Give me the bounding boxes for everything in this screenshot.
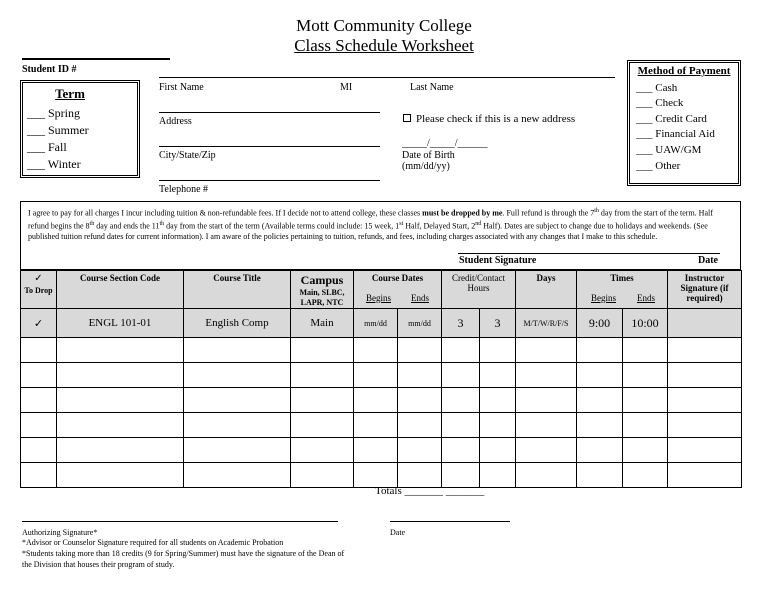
schedule-table [20,270,742,488]
cell[interactable] [398,438,442,463]
cell[interactable] [577,388,623,413]
cell[interactable] [442,438,480,463]
student-signature-label: Student Signature [459,255,537,266]
authorizing-signature-label: Authorizing Signature* [22,528,98,537]
cell[interactable] [516,463,577,488]
student-id-field[interactable] [22,58,170,60]
cell[interactable] [398,463,442,488]
cell[interactable] [480,413,516,438]
first-name-label: First Name [159,82,204,93]
probation-note: *Advisor or Counselor Signature required for all students on Academic Probation [22,538,284,547]
cell[interactable] [623,463,668,488]
table-row-empty [21,363,742,388]
form-title: Class Schedule Worksheet [294,36,474,55]
col-to-drop: ✓ To Drop [21,271,57,309]
row-days[interactable]: M/T/W/R/F/S [516,309,577,338]
dob-field[interactable]: _____/_____/______ [402,138,488,149]
cell[interactable] [291,363,354,388]
cell[interactable] [668,338,742,363]
col-times: Times Begins Ends [577,271,668,309]
cell[interactable] [480,463,516,488]
cell[interactable] [291,338,354,363]
cell[interactable] [291,463,354,488]
totals[interactable]: Totals _______ _______ [375,485,485,497]
cell[interactable] [480,363,516,388]
mi-label: MI [340,82,353,93]
cell[interactable] [184,338,291,363]
row-date-end[interactable]: mm/dd [398,309,442,338]
cell[interactable] [21,463,57,488]
cell[interactable] [21,438,57,463]
telephone-field-line[interactable] [159,180,380,181]
city-state-zip-field-line[interactable] [159,146,380,147]
table-row-empty [21,388,742,413]
cell[interactable] [623,338,668,363]
cell[interactable] [184,438,291,463]
row-contact[interactable]: 3 [480,309,516,338]
cell[interactable] [398,388,442,413]
cell[interactable] [516,338,577,363]
row-instructor[interactable] [668,309,742,338]
table-row-empty [21,413,742,438]
address-field-line[interactable] [159,112,380,113]
cell[interactable] [668,463,742,488]
telephone-label: Telephone # [159,184,209,195]
credits-note: *Students taking more than 18 credits (9 for Spring/Summer) must have the signature of the Dean of the Division that houses their program of study. [22,549,345,569]
cell[interactable] [623,388,668,413]
col-instructor-signature: Instructor Signature (if required) [668,271,742,309]
cell[interactable] [516,388,577,413]
row-section[interactable]: ENGL 101-01 [57,309,184,338]
cell[interactable] [354,438,398,463]
cell[interactable] [577,463,623,488]
cell[interactable] [623,363,668,388]
cell[interactable] [184,413,291,438]
payment-credit-card[interactable]: ___ Credit Card [636,113,707,125]
authorizing-date-label: Date [390,528,406,537]
cell[interactable] [480,338,516,363]
cell[interactable] [398,363,442,388]
cell[interactable] [442,413,480,438]
cell[interactable] [21,363,57,388]
table-row-empty [21,438,742,463]
last-name-label: Last Name [410,82,454,93]
student-signature-line[interactable] [458,253,720,254]
cell[interactable] [57,338,184,363]
col-course-dates: Course Dates Begins Ends [354,271,442,309]
col-course-section: Course Section Code [57,271,184,309]
cell[interactable] [577,438,623,463]
authorizing-signature-line[interactable] [22,521,338,522]
row-credit[interactable]: 3 [442,309,480,338]
cell[interactable] [442,463,480,488]
term-fall[interactable]: ___ Fall [27,140,67,154]
cell[interactable] [668,363,742,388]
new-address-checkbox[interactable] [403,114,411,122]
cell[interactable] [354,363,398,388]
cell[interactable] [442,363,480,388]
signature-date-label: Date [698,255,718,266]
row-time-end[interactable]: 10:00 [623,309,668,338]
cell[interactable] [354,338,398,363]
term-summer[interactable]: ___ Summer [27,123,89,137]
row-campus[interactable]: Main [291,309,354,338]
cell[interactable] [21,338,57,363]
cell[interactable] [480,388,516,413]
student-id-label: Student ID # [22,64,77,75]
cell[interactable] [291,388,354,413]
address-label: Address [159,116,192,127]
payment-cash[interactable]: ___ Cash [636,82,678,94]
cell[interactable] [291,438,354,463]
payment-uaw-gm[interactable]: ___ UAW/GM [636,144,702,156]
row-drop-check[interactable]: ✓ [21,309,57,338]
col-campus: Campus Main, SLBC, LAPR, NTC [291,271,354,309]
cell[interactable] [623,438,668,463]
cell[interactable] [57,463,184,488]
new-address-label: Please check if this is a new address [416,113,576,125]
cell[interactable] [442,388,480,413]
cell[interactable] [577,413,623,438]
cell[interactable] [623,413,668,438]
table-row-empty [21,463,742,488]
cell[interactable] [577,338,623,363]
cell[interactable] [354,413,398,438]
cell[interactable] [398,413,442,438]
row-date-begin[interactable]: mm/dd [354,309,398,338]
cell[interactable] [398,338,442,363]
col-credit-contact: Credit/Contact Hours [442,271,516,309]
authorizing-date-line[interactable] [390,521,510,522]
table-row [21,309,742,338]
term-spring[interactable]: ___ Spring [27,106,81,120]
cell[interactable] [291,413,354,438]
cell[interactable] [354,463,398,488]
cell[interactable] [354,388,398,413]
cell[interactable] [442,338,480,363]
dob-format: (mm/dd/yy) [402,161,450,172]
cell[interactable] [668,388,742,413]
col-course-title: Course Title [184,271,291,309]
payment-financial-aid[interactable]: ___ Financial Aid [636,128,715,140]
payment-title: Method of Payment [637,65,731,77]
row-title[interactable]: English Comp [184,309,291,338]
cell[interactable] [184,388,291,413]
term-winter[interactable]: ___ Winter [27,157,81,171]
cell[interactable] [577,363,623,388]
cell[interactable] [516,413,577,438]
cell[interactable] [184,363,291,388]
college-name: Mott Community College [296,16,472,35]
cell[interactable] [668,438,742,463]
col-days: Days [516,271,577,309]
cell[interactable] [668,413,742,438]
row-time-begin[interactable]: 9:00 [577,309,623,338]
payment-other[interactable]: ___ Other [636,160,681,172]
table-header-row [21,271,742,309]
cell[interactable] [57,363,184,388]
payment-check[interactable]: ___ Check [636,97,684,109]
table-row-empty [21,338,742,363]
cell[interactable] [516,438,577,463]
cell[interactable] [21,413,57,438]
term-title: Term [55,86,85,101]
agreement-text: I agree to pay for all charges I incur including tuition & non-refundable fees. If I decide not to attend college, these classes must be dropped by me. Full refund is through the 7th day from the start of the term. Half refund begins the 8th day and ends the 11th day from the start of the term (Available terms could include: 15 week, 1st Half, Delayed Start, 2nd Half). Dates are subject to change due to holidays and weekends. (See published tuition refund dates for current information). I am aware of the policies pertaining to tuition, refunds, and fees, including charges associated with any changes that I make to this schedule. [28,208,713,242]
cell[interactable] [21,388,57,413]
cell[interactable] [184,463,291,488]
cell[interactable] [57,413,184,438]
cell[interactable] [480,438,516,463]
cell[interactable] [516,363,577,388]
dob-label: Date of Birth [402,150,455,161]
city-state-zip-label: City/State/Zip [159,150,216,161]
name-field-line[interactable] [159,77,615,78]
cell[interactable] [57,438,184,463]
cell[interactable] [57,388,184,413]
